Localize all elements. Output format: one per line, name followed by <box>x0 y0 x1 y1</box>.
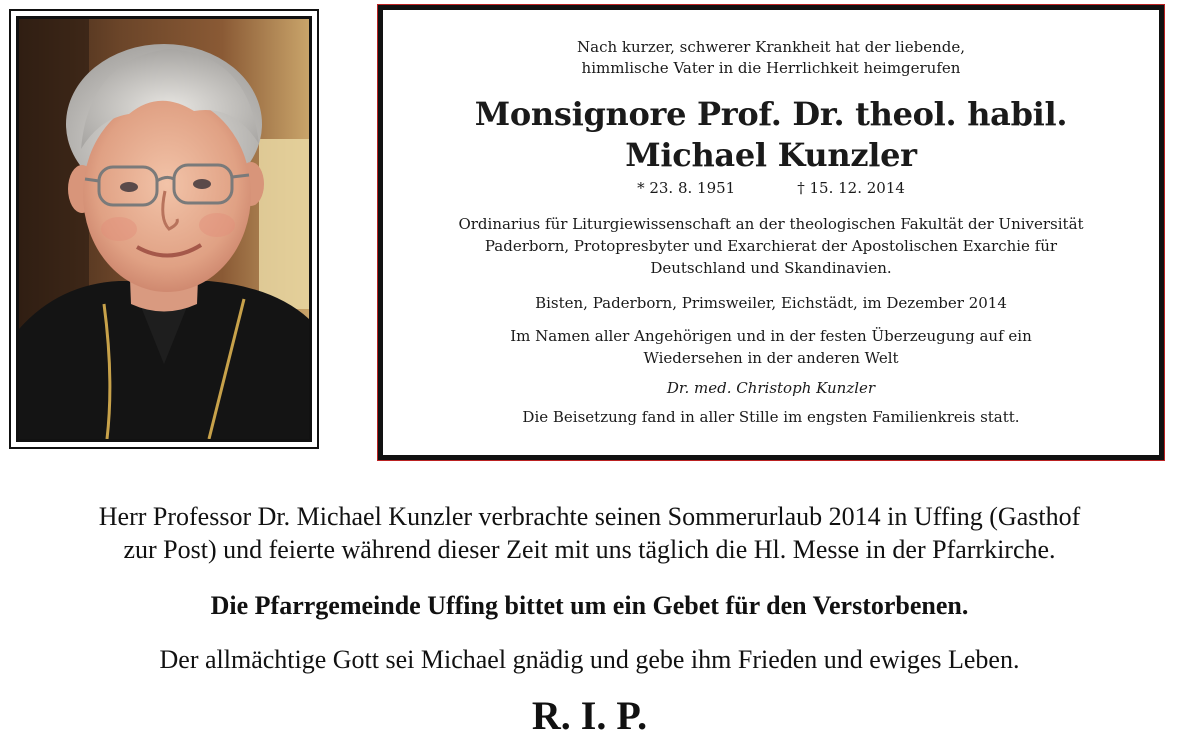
death-date: † 15. 12. 2014 <box>797 179 905 197</box>
notice-intro-line: Nach kurzer, schwerer Krankheit hat der liebende, <box>577 38 965 56</box>
deceased-name: Michael Kunzler <box>625 136 917 174</box>
closing-statement <box>383 325 1159 369</box>
description-line: Deutschland und Skandinavien. <box>650 259 892 277</box>
closing-line: Im Namen aller Angehörigen und in der festen Überzeugung auf ein <box>510 327 1032 345</box>
memorial-paragraph <box>0 500 1179 566</box>
obituary-notice <box>378 5 1164 460</box>
portrait-photo <box>16 16 312 442</box>
portrait-frame <box>9 9 319 449</box>
closing-line: Wiedersehen in der anderen Welt <box>643 349 899 367</box>
notice-intro-line: himmlische Vater in die Herrlichkeit heimgerufen <box>581 59 961 77</box>
description-line: Paderborn, Protopresbyter und Exarchierat der Apostolischen Exarchie für <box>484 237 1058 255</box>
blessing-text: Der allmächtige Gott sei Michael gnädig und gebe ihm Frieden und ewiges Leben. <box>159 645 1020 674</box>
paragraph-line: Herr Professor Dr. Michael Kunzler verbrachte seinen Sommerurlaub 2014 in Uffing (Gasthof <box>98 502 1081 531</box>
portrait-photo-icon <box>19 19 309 439</box>
parish-message <box>0 500 1179 735</box>
prayer-request: Die Pfarrgemeinde Uffing bittet um ein Gebet für den Verstorbenen. <box>210 591 969 620</box>
description-line: Ordinarius für Liturgiewissenschaft an der theologischen Fakultät der Universität <box>458 215 1084 233</box>
signer-name: Dr. med. Christoph Kunzler <box>666 379 876 397</box>
deceased-title: Monsignore Prof. Dr. theol. habil. <box>474 95 1068 133</box>
rip-text: R. I. P. <box>531 693 648 735</box>
paragraph-line: zur Post) und feierte während dieser Zeit mit uns täglich die Hl. Messe in der Pfarrkirche. <box>123 535 1056 564</box>
burial-note: Die Beisetzung fand in aller Stille im engsten Familienkreis statt. <box>522 408 1020 426</box>
notice-intro <box>383 37 1159 79</box>
place-date: Bisten, Paderborn, Primsweiler, Eichstädt, im Dezember 2014 <box>535 294 1007 312</box>
birth-date: * 23. 8. 1951 <box>637 179 736 197</box>
life-dates <box>383 177 1159 199</box>
deceased-description <box>383 213 1159 279</box>
